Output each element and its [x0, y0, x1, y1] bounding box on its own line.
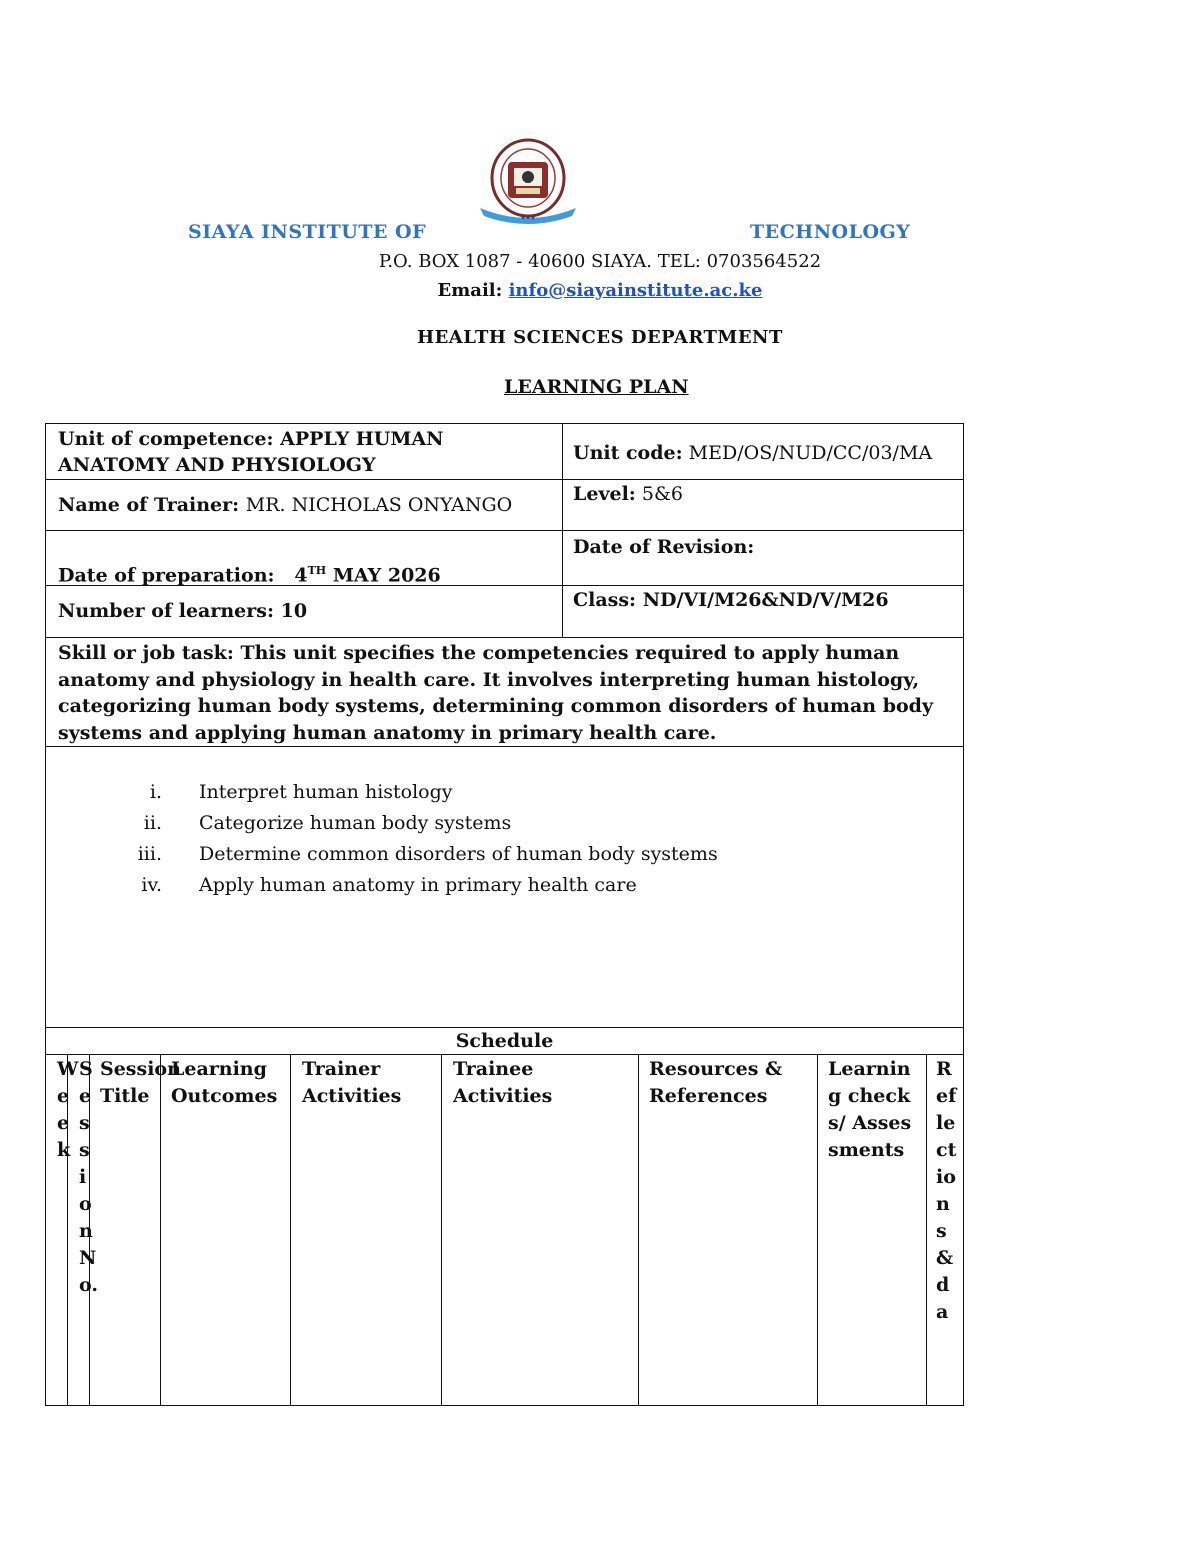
prep-sup: TH [307, 564, 327, 577]
postal-address: P.O. BOX 1087 - 40600 SIAYA. TEL: 0703564522 [378, 251, 822, 272]
email-link[interactable]: info@siayainstitute.ac.ke [508, 280, 763, 301]
svg-text:✦✦✦: ✦✦✦ [520, 215, 536, 222]
unit-of-competence [58, 426, 548, 478]
column-header-week: Week [57, 1058, 79, 1161]
skill-or-job-task: Skill or job task: This unit specifies the competencies required to apply human anatomy and physiology in health care. It involves interpreting human histology, categorizing human body systems, determining common disorders of human body systems and applying human anatomy in primary health care. [58, 642, 934, 744]
objective-number: iv. [141, 874, 162, 896]
objective-number: i. [149, 781, 162, 803]
date-of-revision: Date of Revision: [573, 536, 755, 558]
learners-value: 10 [280, 600, 308, 622]
objective-item: Interpret human histology [199, 781, 453, 803]
prep-rest: MAY 2026 [332, 564, 441, 587]
number-of-learners [58, 598, 558, 624]
column-header-reflections: Reflections & da [936, 1058, 957, 1323]
unit-code-value: MED/OS/NUD/CC/03/MA [688, 442, 933, 464]
trainer-label: Name of Trainer: [58, 494, 240, 516]
unit-label: Unit of competence: [58, 428, 274, 450]
prep-day: 4 [294, 564, 308, 587]
class-label: Class: [573, 589, 637, 611]
column-header-learning-outcomes: Learning Outcomes [171, 1058, 278, 1107]
learners-label: Number of learners: [58, 600, 274, 622]
institute-name-left: SIAYA INSTITUTE OF [188, 221, 427, 243]
prep-label: Date of preparation: [58, 564, 275, 587]
column-header-session-no: Session No. [79, 1058, 98, 1296]
email-label: Email: [437, 280, 503, 301]
objective-item: Determine common disorders of human body systems [199, 843, 718, 865]
class-value: ND/VI/M26&ND/V/M26 [642, 589, 889, 611]
unit-code-label: Unit code: [573, 442, 683, 464]
level-label: Level: [573, 483, 636, 505]
objective-number: iii. [137, 843, 162, 865]
level-value: 5&6 [641, 483, 683, 505]
objective-number: ii. [143, 812, 162, 834]
email-line [0, 280, 1200, 301]
learning-plan-table [45, 423, 964, 1406]
column-header-learning-checks: Learning checks/ Assessments [828, 1058, 912, 1161]
level [573, 481, 953, 507]
date-of-preparation [58, 558, 558, 588]
class [573, 587, 958, 613]
department-heading: HEALTH SCIENCES DEPARTMENT [417, 327, 783, 348]
objective-item: Apply human anatomy in primary health care [199, 874, 637, 896]
unit-value: APPLY HUMAN ANATOMY AND PHYSIOLOGY [58, 428, 444, 476]
trainer-name [58, 492, 558, 518]
column-header-resources: Resources & References [649, 1058, 783, 1107]
column-header-session-title: Session Title [100, 1058, 181, 1107]
institute-logo [474, 138, 582, 224]
column-header-trainee-activities: Trainee Activities [453, 1058, 553, 1107]
schedule-title: Schedule [455, 1030, 554, 1052]
document-title: LEARNING PLAN [504, 376, 689, 398]
trainer-value: MR. NICHOLAS ONYANGO [245, 494, 513, 516]
unit-code [573, 440, 963, 466]
column-header-trainer-activities: Trainer Activities [302, 1058, 402, 1107]
institute-name-right: TECHNOLOGY [750, 221, 911, 243]
objective-item: Categorize human body systems [199, 812, 512, 834]
